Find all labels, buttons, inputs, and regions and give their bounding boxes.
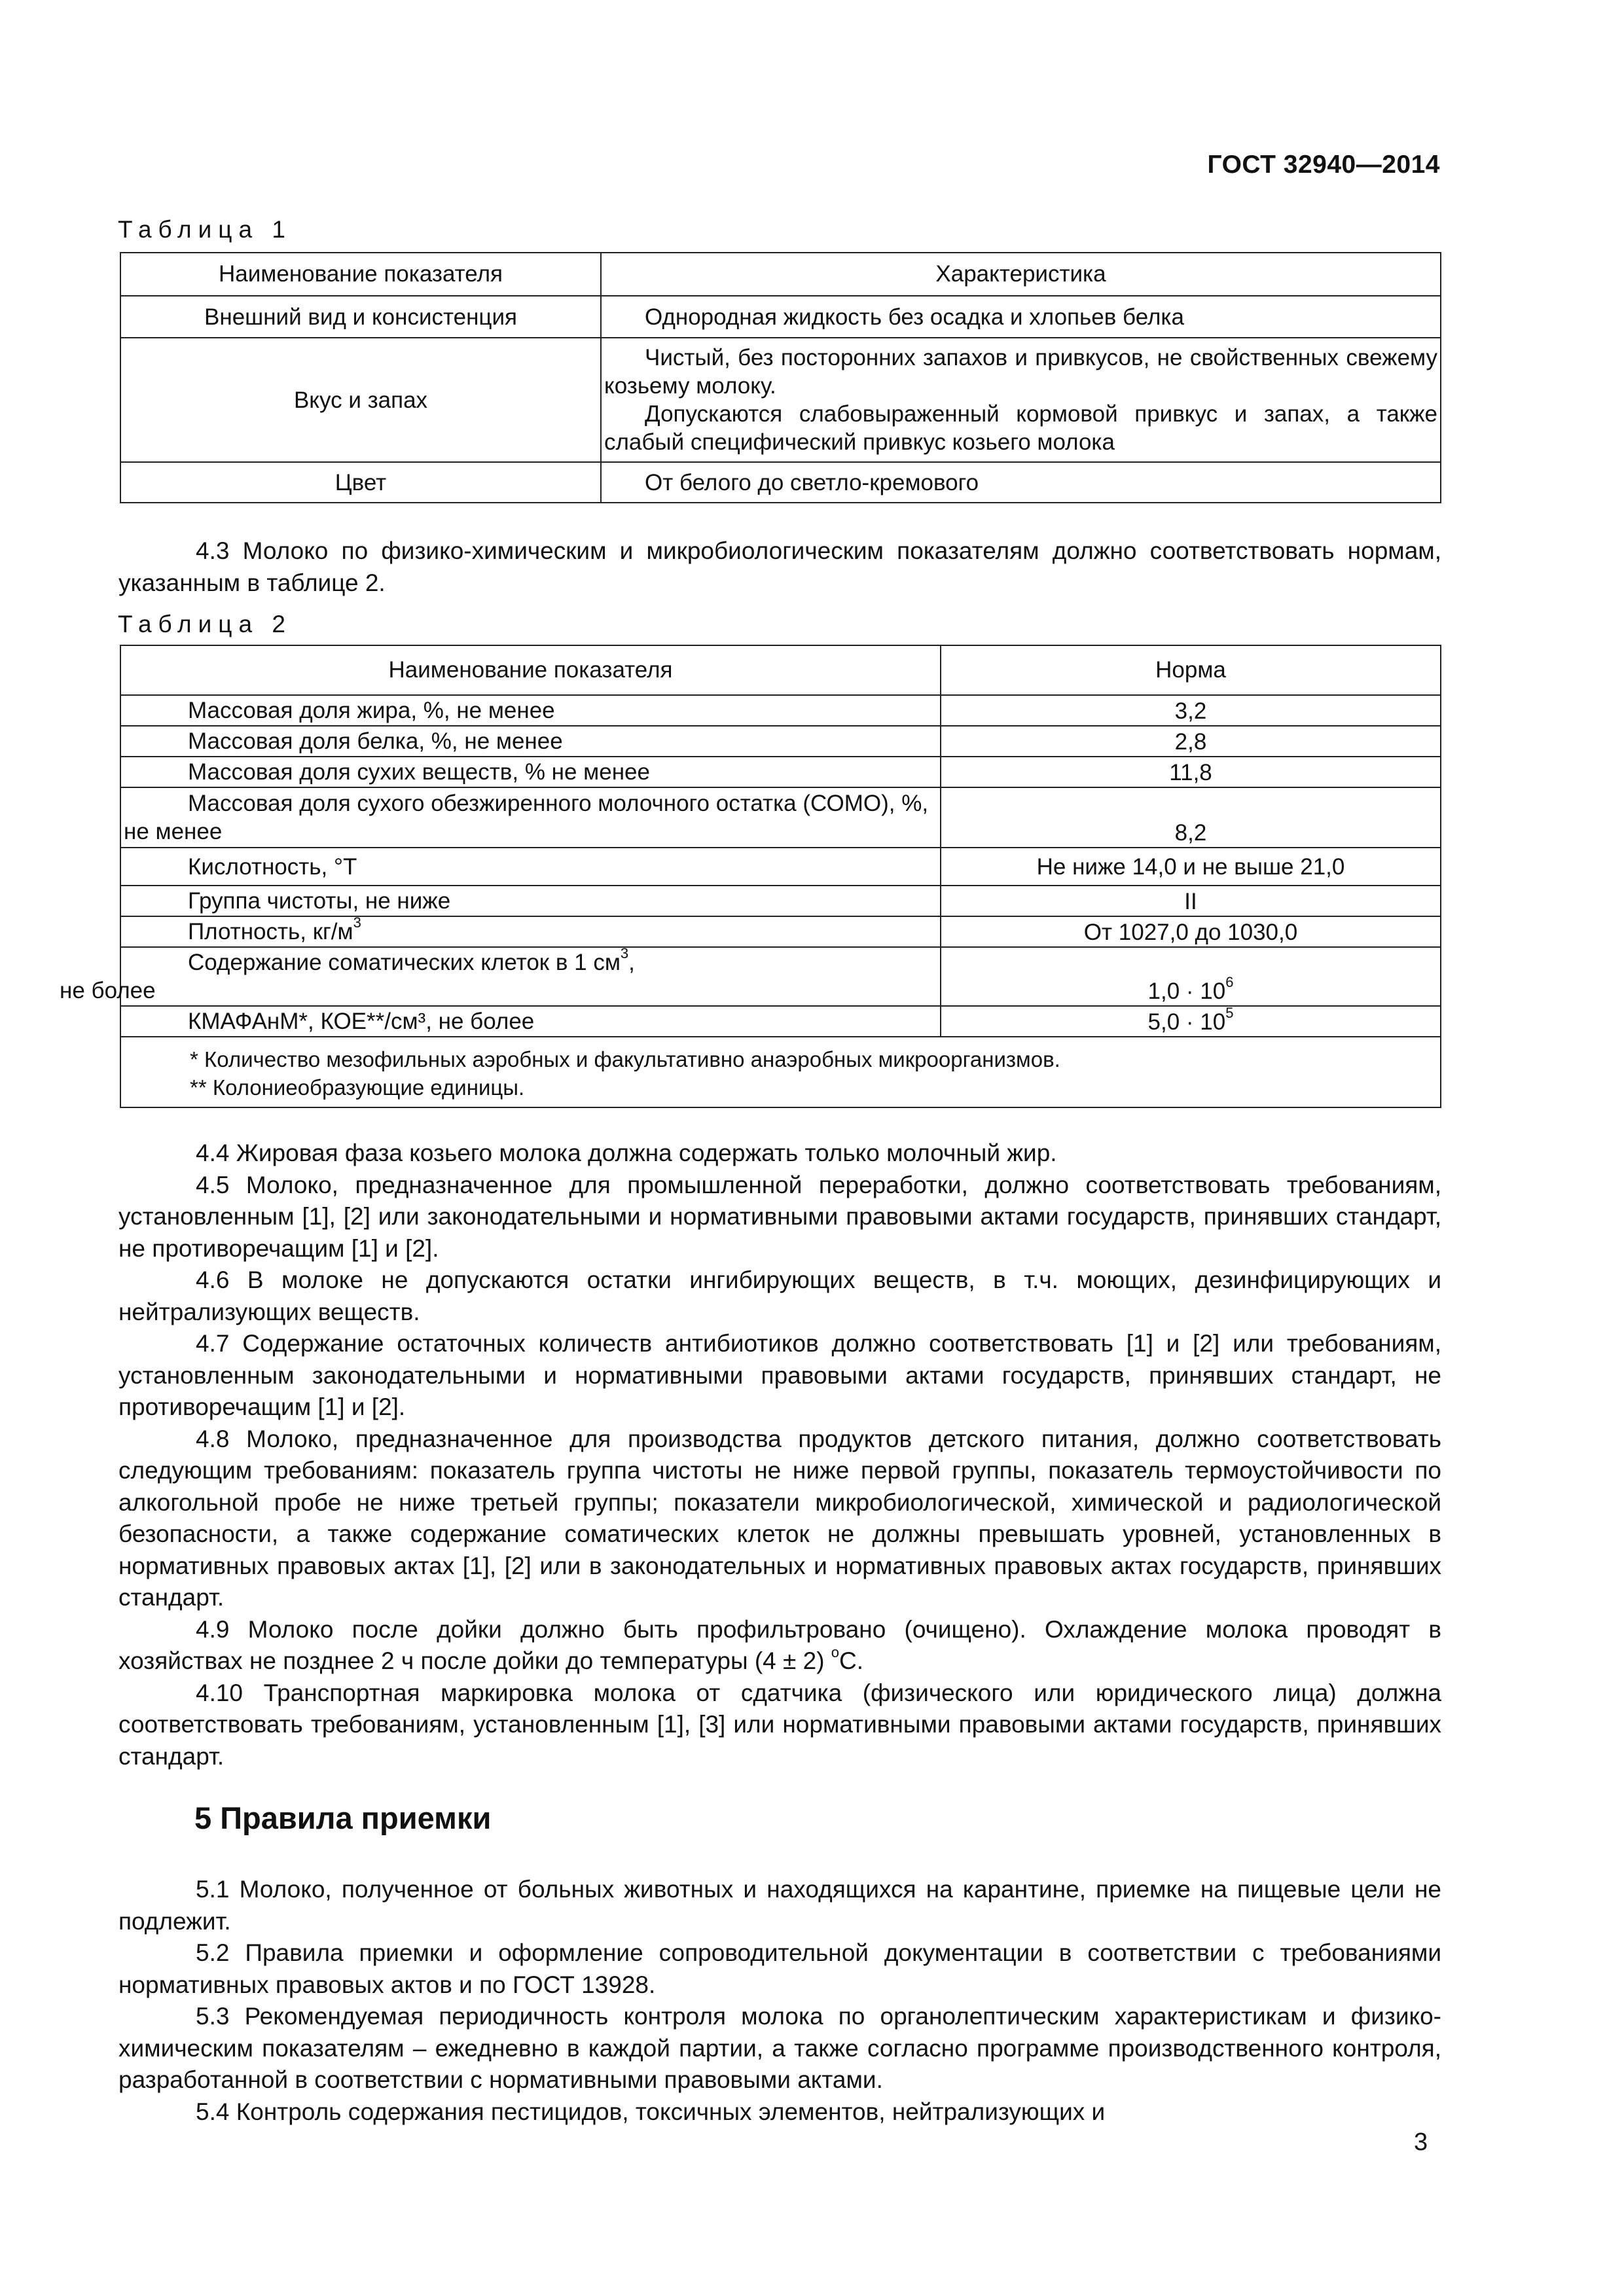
table-row — [120, 947, 1441, 1006]
superscript: 6 — [1225, 974, 1234, 990]
indicator-name — [120, 916, 941, 947]
table-row — [120, 296, 1441, 338]
document-code: ГОСТ 32940—2014 — [1207, 151, 1440, 179]
superscript: 3 — [620, 945, 629, 961]
footnote: ** Колониеобразующие единицы. — [190, 1075, 525, 1100]
table-row — [120, 726, 1441, 757]
paragraph: 4.5 Молоко, предназначенное для промышленной переработки, должно соответствовать требованиям, установленным [1], [2] или законодательными и нормативными правовыми актами государств, принявших стандарт, не противоречащим [1] и [2]. — [118, 1171, 1441, 1262]
table-row — [120, 462, 1441, 503]
column-header: Наименование показателя — [120, 253, 601, 296]
indicator-value — [601, 462, 1441, 503]
table1-caption: Таблица 1 — [118, 216, 292, 243]
table-row — [120, 848, 1441, 886]
table-row — [120, 886, 1441, 916]
indicator-norm — [941, 1006, 1441, 1037]
paragraph: 5.2 Правила приемки и оформление сопроводительной документации в соответствии с требованиями нормативных правовых актов и по ГОСТ 13928. — [118, 1939, 1441, 1998]
table2-caption: Таблица 2 — [118, 611, 292, 637]
footnote: * Количество мезофильных аэробных и факультативно анаэробных микроорганизмов. — [190, 1047, 1060, 1071]
section-title: 5 Правила приемки — [194, 1801, 492, 1835]
indicator-name: Массовая доля сухого обезжиренного молочного остатка (СОМО), %, не менее — [120, 787, 941, 848]
name-text: не более — [60, 978, 156, 1003]
value-line: Однородная жидкость без осадка и хлопьев белка — [645, 304, 1184, 330]
paragraph-4-3 — [118, 535, 1441, 599]
value-line: Чистый, без посторонних запахов и привкусов, не свойственных свежему козьему молоку. — [604, 345, 1437, 399]
paragraph: 5.3 Рекомендуемая периодичность контроля молока по органолептическим характеристикам и физико-химическим показателям – ежедневно в каждой партии, а также согласно программе производственного контроля, разработанной в соответствии с нормативными правовыми актами. — [118, 2003, 1441, 2093]
indicator-name: Группа чистоты, не ниже — [120, 886, 941, 916]
paragraph — [118, 1614, 1441, 1677]
superscript: о — [831, 1644, 840, 1660]
indicator-name: Массовая доля сухих веществ, % не менее — [120, 757, 941, 787]
column-header: Характеристика — [601, 253, 1441, 296]
paragraph: 4.3 Молоко по физико-химическим и микробиологическим показателям должно соответствовать нормам, указанным в таблице 2. — [118, 537, 1441, 596]
indicator-norm: 3,2 — [941, 695, 1441, 726]
page-number: 3 — [1414, 2128, 1428, 2156]
table-row — [120, 338, 1441, 462]
paragraph-text: 4.9 Молоко после дойки должно быть профильтровано (очищено). Охлаждение молока проводят в хозяйствах не позднее 2 ч после дойки до температуры (4 ± 2) — [118, 1615, 1441, 1674]
column-header: Наименование показателя — [120, 645, 941, 695]
indicator-name: Вкус и запах — [120, 338, 601, 462]
table-header-row — [120, 253, 1441, 296]
paragraph: 5.4 Контроль содержания пестицидов, токсичных элементов, нейтрализующих и — [196, 2098, 1106, 2125]
table-1 — [120, 252, 1441, 503]
indicator-value — [601, 296, 1441, 338]
table-row — [120, 1006, 1441, 1037]
indicator-name: Цвет — [120, 462, 601, 503]
indicator-norm: 11,8 — [941, 757, 1441, 787]
table-row — [120, 695, 1441, 726]
name-text: , — [628, 950, 635, 975]
paragraph: 4.7 Содержание остаточных количеств антибиотиков должно соответствовать [1] и [2] или требованиям, установленным законодательными и нормативными правовыми актами государств, принявших стандарт, не противоречащим [1] и [2]. — [118, 1330, 1441, 1420]
norm-text: 5,0 · 10 — [1147, 1009, 1226, 1035]
paragraph: 4.6 В молоке не допускаются остатки ингибирующих веществ, в т.ч. моющих, дезинфицирующих и нейтрализующих веществ. — [118, 1266, 1441, 1325]
indicator-name: Кислотность, °Т — [120, 848, 941, 886]
paragraph: 4.10 Транспортная маркировка молока от сдатчика (физического или юридического лица) должна соответствовать требованиям, установленным [1], [3] или нормативными правовыми актами государств, принявших стандарт. — [118, 1679, 1441, 1770]
indicator-norm: 2,8 — [941, 726, 1441, 757]
table-row — [120, 757, 1441, 787]
section-4-paragraphs — [118, 1138, 1441, 1772]
table-row — [120, 787, 1441, 848]
superscript: 5 — [1225, 1005, 1234, 1021]
name-text: Плотность, кг/м — [188, 919, 353, 944]
table-notes — [120, 1037, 1441, 1107]
paragraph: 4.8 Молоко, предназначенное для производства продуктов детского питания, должно соответствовать следующим требованиям: показатель группа чистоты не ниже первой группы, показатель термоустойчивости по алкогольной пробе не ниже третьей группы; показатели микробиологической, химической и радиологической безопасности, а также содержание соматических клеток не должны превышать уровней, установленных в нормативных правовых актах [1], [2] или в законодательных и нормативных правовых актах государств, принявших стандарт. — [118, 1425, 1441, 1611]
table-2 — [60, 645, 1441, 1108]
norm-text: 1,0 · 10 — [1147, 978, 1226, 1004]
section-5-paragraphs — [118, 1874, 1441, 2128]
indicator-name — [60, 945, 941, 1006]
indicator-name: Массовая доля белка, %, не менее — [120, 726, 941, 757]
value-line: Допускаются слабовыраженный кормовой привкус и запах, а также слабый специфический привкус козьего молока — [604, 401, 1437, 455]
superscript: 3 — [353, 914, 361, 931]
indicator-norm: Не ниже 14,0 и не выше 21,0 — [941, 848, 1441, 886]
table-header-row — [120, 645, 1441, 695]
paragraph: 4.4 Жировая фаза козьего молока должна содержать только молочный жир. — [196, 1139, 1057, 1166]
paragraph-text: С. — [839, 1647, 864, 1674]
indicator-norm: 8,2 — [941, 787, 1441, 848]
table-row — [120, 916, 1441, 947]
name-text: Содержание соматических клеток в 1 см — [188, 950, 621, 975]
indicator-value — [601, 338, 1441, 462]
indicator-norm: II — [941, 886, 1441, 916]
indicator-norm — [941, 947, 1441, 1006]
value-line: От белого до светло-кремового — [645, 469, 979, 495]
indicator-name: Массовая доля жира, %, не менее — [120, 695, 941, 726]
indicator-norm: От 1027,0 до 1030,0 — [941, 916, 1441, 947]
table-notes-row — [120, 1037, 1441, 1107]
indicator-name: Внешний вид и консистенция — [120, 296, 601, 338]
column-header: Норма — [941, 645, 1441, 695]
paragraph: 5.1 Молоко, полученное от больных животных и находящихся на карантине, приемке на пищевые цели не подлежит. — [118, 1876, 1441, 1935]
indicator-name: КМАФАнМ*, КОЕ**/см³, не более — [120, 1006, 941, 1037]
